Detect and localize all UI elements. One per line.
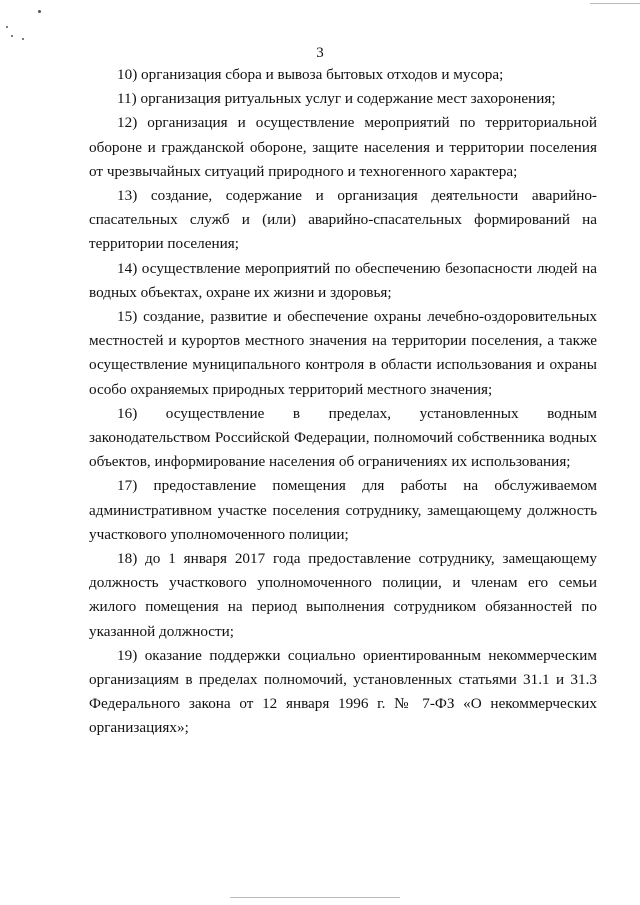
scan-edge-line <box>230 897 400 898</box>
list-item: 15) создание, развитие и обеспечение охраны лечебно-оздоровительных местностей и курортов местного значения на территории поселения, а также осуществление муниципального контроля в области использования и охраны особо охраняемых природных территорий местного значения; <box>89 308 597 398</box>
list-item: 12) организация и осуществление мероприятий по территориальной обороне и гражданской обороне, защите населения и территории поселения от чрезвычайных ситуаций природного и техногенного характера; <box>89 114 597 180</box>
page-number: 3 <box>316 45 324 61</box>
list-item: 17) предоставление помещения для работы на обслуживаемом административном участке поселения сотруднику, замещающему должность участкового уполномоченного полиции; <box>89 477 597 543</box>
scan-speck <box>6 26 8 28</box>
scan-speck <box>22 38 24 40</box>
list-item: 10) организация сбора и вывоза бытовых отходов и мусора; <box>117 66 504 83</box>
scan-speck <box>38 10 41 13</box>
list-item: 19) оказание поддержки социально ориентированным некоммерческим организациям в пределах полномочий, установленных статьями 31.1 и 31.3 Федерального закона от 12 января 1996 г. № 7-ФЗ «О некоммерческих организациях»; <box>89 646 597 737</box>
list-item: 16) осуществление в пределах, установленных водным законодательством Российской Федерации, полномочий собственника водных объектов, информирование населения об ограничениях их использования; <box>89 404 597 471</box>
document-body <box>89 63 597 741</box>
list-item: 14) осуществление мероприятий по обеспечению безопасности людей на водных объектах, охране их жизни и здоровья; <box>89 259 597 301</box>
scan-speck <box>11 35 13 37</box>
list-item: 18) до 1 января 2017 года предоставление сотруднику, замещающему должность участкового уполномоченного полиции, и членам его семьи жилого помещения на период выполнения сотрудником обязанностей по указанной должности; <box>89 550 597 640</box>
scan-edge-line <box>590 3 640 4</box>
list-item: 13) создание, содержание и организация деятельности аварийно-спасательных служб и (или) аварийно-спасательных формирований на территории поселения; <box>89 187 597 253</box>
list-item: 11) организация ритуальных услуг и содержание мест захоронения; <box>117 90 556 108</box>
